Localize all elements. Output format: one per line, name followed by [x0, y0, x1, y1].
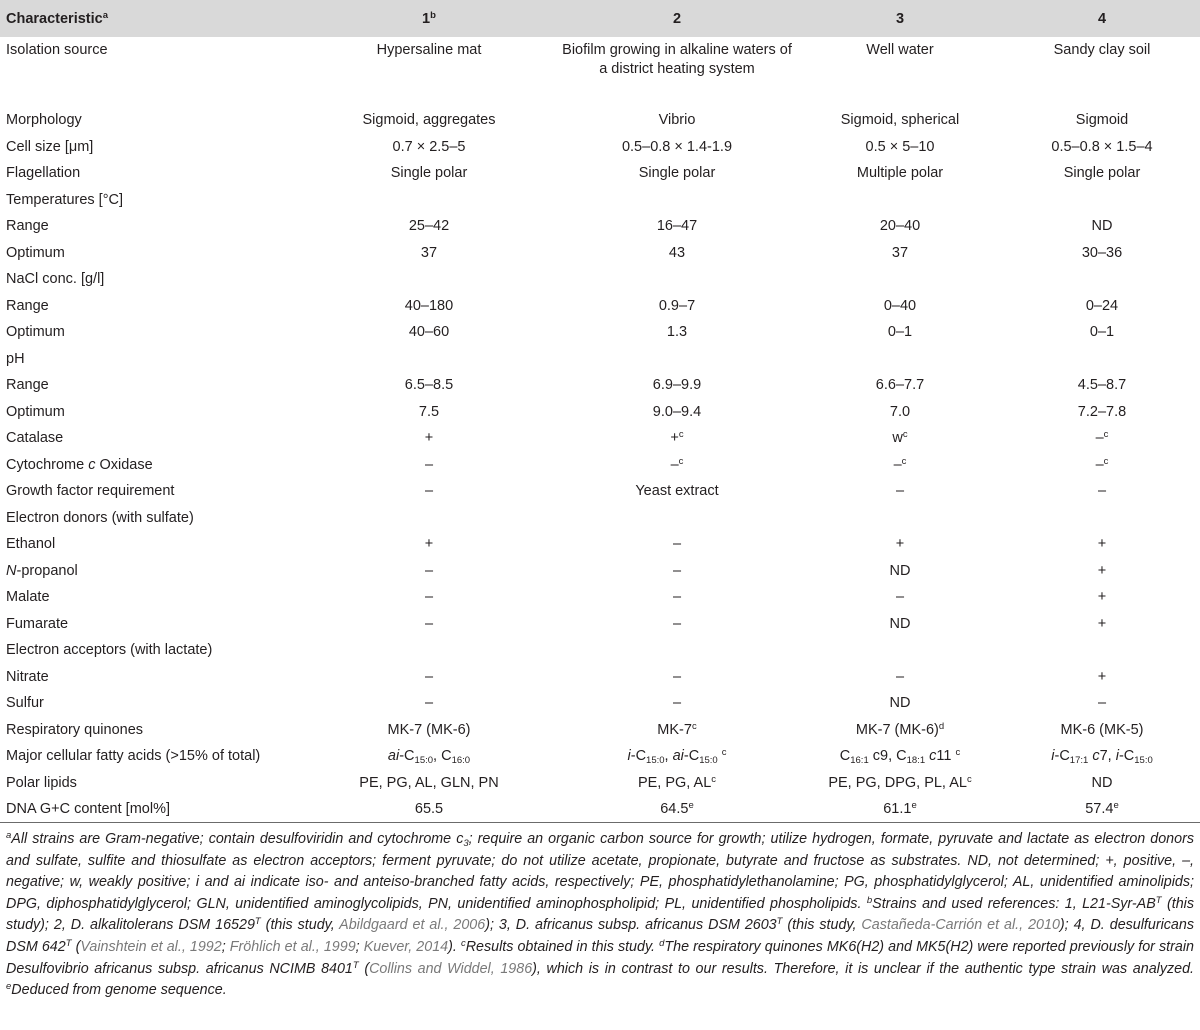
reference-link[interactable]: Kuever, 2014 [363, 938, 449, 955]
cell-strain-3: –$^c$ [893, 455, 907, 473]
cell-strain-2 [552, 346, 796, 373]
cell-strain-4: 0.5–0.8 × 1.5–4 [1051, 138, 1153, 155]
row-label: Respiratory quinones [6, 721, 144, 738]
table-row [0, 770, 1200, 797]
cell-strain-3: ND [889, 615, 911, 632]
table-row [0, 266, 1200, 293]
row-label: Range [6, 218, 49, 234]
row-label: Malate [6, 589, 50, 605]
cell-strain-3: PE, PG, DPG, PL, $AL^c$ [828, 773, 972, 791]
header-strain-3: 3 [895, 10, 905, 27]
cell-strain-4: – [1097, 483, 1107, 499]
cell-strain-1 [300, 505, 552, 532]
cell-strain-3 [796, 187, 998, 214]
cell-strain-2: 43 [668, 244, 686, 261]
cell-strain-4: 0–1 [1089, 324, 1115, 340]
reference-link[interactable]: Castañeda-Carrión et al., 2010 [861, 917, 1060, 934]
cell-strain-3: 0–1 [887, 324, 913, 340]
cell-strain-2: Yeast extract [635, 483, 719, 499]
row-label: NaCl conc. [g/l] [6, 271, 105, 287]
cell-strain-4: + [1097, 536, 1107, 552]
cell-strain-1: – [424, 562, 434, 579]
row-label: Catalase [6, 430, 64, 446]
cell-strain-3: ND [889, 562, 911, 579]
cell-strain-4: – [1097, 695, 1107, 711]
row-label: Electron donors (with sulfate) [6, 509, 194, 526]
row-label: Optimum [6, 403, 65, 420]
cell-strain-1 [300, 266, 552, 293]
cell-strain-3 [796, 266, 998, 293]
cell-strain-1: – [424, 615, 434, 632]
table-row [0, 717, 1200, 744]
cell-strain-2: +$^c$ [670, 429, 684, 446]
row-label: Cell size [μm] [6, 138, 94, 155]
table-row [0, 399, 1200, 426]
row-label: Range [6, 297, 49, 314]
table-row [0, 240, 1200, 267]
cell-strain-1: – [424, 668, 434, 685]
cell-strain-1: – [424, 589, 434, 605]
cell-strain-3: ND [889, 695, 911, 711]
table-row [0, 213, 1200, 240]
row-label: Temperatures [°C] [6, 191, 124, 208]
table-row [0, 37, 1200, 107]
row-label: Nitrate [6, 668, 49, 685]
table-row [0, 346, 1200, 373]
header-characteristic: Characteristic$^a$ [6, 9, 109, 27]
cell-strain-2: 6.9–9.9 [652, 377, 702, 393]
cell-strain-2: Vibrio [658, 112, 696, 128]
table-row [0, 107, 1200, 134]
table-row [0, 478, 1200, 505]
cell-strain-1: – [424, 695, 434, 711]
table-row [0, 637, 1200, 664]
cell-strain-4: + [1097, 589, 1107, 605]
cell-strain-1: + [424, 430, 434, 446]
table-row [0, 293, 1200, 320]
cell-strain-1: 7.5 [418, 403, 440, 420]
cell-strain-1: 40–60 [408, 324, 450, 340]
row-label: Optimum [6, 244, 65, 261]
cell-strain-3: 7.0 [889, 403, 911, 420]
row-label: DNA G+C content [mol%] [0, 796, 300, 823]
table-footnotes: $^a$All strains are Gram-negative; contain desulfoviridin and cytochrome $c_3$; require an organic carbon source for growth; utilize hydrogen, formate, pyruvate and lactate as electron donors and sulfate, sulfite and thiosulfate as electron acceptors; ferment pyruvate; do not utilize acetate, propionate, butyrate and fructose as substrates. ND, not determined; +, positive, –, negative; w, weakly positive; i and ai indicate iso- and anteiso-branched fatty acids, respectively; PE, phosphatidylethanolamine; PG, phosphatidylglycerol; AL, unidentified aminolipids; DPG, diphosphatidylglycerol; GLN, unidentified aminoglycolipids, PN, unidentified aminophospholipid; PL, unidentified phospholipids. $^b$Strains and used references: 1, $L21-Syr-AB^T$ (this study); 2, D. alkalitolerans DSM $16529^T$ (this study, Abildgaard et al., 2006); 3, D. africanus subsp. africanus DSM $2603^T$ (this study, Castañeda-Carrión et al., 2010); 4, D. desulfuricans DSM $642^T$ (Vainshtein et al., 1992; Fröhlich et al., 1999; Kuever, 2014). $^c$Results obtained in this study. $^d$The respiratory quinones MK6(H2) and MK5(H2) were reported previously for strain Desulfovibrio africanus subsp. africanus NCIMB $8401^T$ (Collins and Widdel, 1986), which is in contrast to our results. Therefore, it is unclear if the authentic type strain was analyzed. $^e$Deduced from genome sequence. [6, 830, 1195, 999]
cell-strain-2: – [672, 668, 682, 685]
cell-strain-4: Single polar [1063, 165, 1141, 181]
table-row [0, 425, 1200, 452]
table-row [0, 505, 1200, 532]
cell-strain-2: – [672, 536, 682, 552]
cell-strain-2: Single polar [638, 165, 716, 181]
cell-strain-3: 61.1e [796, 796, 998, 823]
row-label: Electron acceptors (with lactate) [6, 642, 213, 658]
cell-strain-4: + [1097, 668, 1107, 685]
cell-strain-4: 7.2–7.8 [1077, 403, 1127, 420]
table-row [0, 187, 1200, 214]
cell-strain-2: – [672, 615, 682, 632]
cell-strain-2: 1.3 [666, 324, 688, 340]
cell-strain-2: $i-C_{15:0}$, $ai-C_{15:0}$ $^c$ [627, 747, 727, 766]
cell-strain-4 [998, 187, 1200, 214]
cell-strain-4: ND [1091, 218, 1113, 234]
cell-strain-3: Sigmoid, spherical [840, 112, 960, 128]
cell-strain-2: – [672, 695, 682, 711]
cell-strain-4: Sigmoid [1075, 112, 1129, 128]
cell-strain-4: 30–36 [1081, 244, 1123, 261]
cell-strain-3: + [895, 536, 905, 552]
row-label: Growth factor requirement [6, 483, 175, 499]
header-strain-2: 2 [672, 10, 682, 27]
cell-strain-3: – [895, 483, 905, 499]
cell-strain-1: $ai-C_{15:0}$, $C_{16:0}$ [387, 748, 471, 766]
cell-strain-4: –$^c$ [1095, 455, 1109, 473]
reference-link[interactable]: Collins and Widdel, 1986 [369, 960, 533, 977]
cell-strain-2: –$^c$ [670, 455, 684, 473]
cell-strain-3: – [895, 668, 905, 685]
reference-link[interactable]: Vainshtein et al., 1992 [80, 938, 222, 955]
row-label: Fumarate [6, 615, 69, 632]
row-label: N-propanol [6, 562, 78, 579]
cell-strain-2: 0.5–0.8 × 1.4-1.9 [621, 138, 733, 155]
header-row [0, 0, 1200, 37]
cell-strain-1: – [424, 483, 434, 499]
cell-strain-1: Single polar [390, 165, 468, 181]
cell-strain-3: MK-7 $(MK-6)^d$ [855, 720, 945, 738]
cell-strain-2 [552, 637, 796, 664]
cell-strain-4: 0–24 [1085, 297, 1119, 314]
row-label: Sulfur [6, 695, 44, 711]
row-label: Major cellular fatty acids (>15% of total) [6, 748, 261, 764]
table-row [0, 796, 1200, 823]
header-strain-4: 4 [1097, 10, 1107, 27]
cell-strain-3: Well water [866, 42, 934, 58]
row-label: Flagellation [6, 165, 81, 181]
cell-strain-3: Multiple polar [856, 165, 944, 181]
reference-link[interactable]: Fröhlich et al., 1999 [229, 938, 356, 955]
table-row [0, 319, 1200, 346]
cell-strain-1: MK-7 (MK-6) [387, 721, 471, 738]
cell-strain-2: – [672, 589, 682, 605]
cell-strain-4 [998, 505, 1200, 532]
cell-strain-4 [998, 637, 1200, 664]
row-label: Morphology [6, 112, 82, 128]
cell-strain-3: $C_{16:1}$ c9, $C_{18:1}$ c11 $^c$ [839, 747, 961, 766]
row-label: Polar lipids [6, 774, 77, 791]
cell-strain-4: –$^c$ [1095, 429, 1109, 446]
cell-strain-2: 0.9–7 [658, 297, 696, 314]
cell-strain-1: + [424, 536, 434, 552]
cell-strain-1 [300, 346, 552, 373]
cell-strain-3 [796, 505, 998, 532]
cell-strain-4: 57.4e [998, 796, 1200, 823]
table-row [0, 743, 1200, 770]
table-row [0, 160, 1200, 187]
cell-strain-3: 0.5 × 5–10 [865, 138, 935, 155]
cell-strain-1 [300, 637, 552, 664]
cell-strain-3: $w^c$ [892, 429, 908, 446]
row-label: pH [6, 350, 25, 367]
table-body [0, 37, 1200, 823]
cell-strain-3: 6.6–7.7 [875, 377, 925, 393]
cell-strain-2: MK-7$^c$ [657, 720, 697, 738]
table-row [0, 690, 1200, 717]
table-row [0, 664, 1200, 691]
cell-strain-4: MK-6 (MK-5) [1060, 721, 1144, 738]
cell-strain-1: – [424, 456, 434, 473]
cell-strain-4: ND [1091, 774, 1113, 791]
row-label: Range [6, 377, 49, 393]
table-row [0, 372, 1200, 399]
cell-strain-2: 64.5e [552, 796, 796, 823]
cell-strain-3 [796, 346, 998, 373]
cell-strain-2: PE, PG, $AL^c$ [637, 773, 717, 791]
cell-strain-4: + [1097, 615, 1107, 632]
row-label: Cytochrome c Oxidase [6, 456, 153, 473]
cell-strain-3: 37 [891, 244, 909, 261]
table-row [0, 611, 1200, 638]
cell-strain-2: Biofilm growing in alkaline waters of a district heating system [562, 42, 792, 77]
cell-strain-1 [300, 187, 552, 214]
cell-strain-2: – [672, 562, 682, 579]
cell-strain-1: 37 [420, 244, 438, 261]
cell-strain-3: 20–40 [879, 218, 921, 234]
table-row [0, 531, 1200, 558]
row-label: Optimum [6, 324, 65, 340]
cell-strain-2 [552, 505, 796, 532]
cell-strain-1: Hypersaline mat [376, 42, 482, 58]
row-label: Isolation source [6, 42, 108, 58]
cell-strain-3: 0–40 [883, 297, 917, 314]
cell-strain-1: 40–180 [404, 297, 454, 314]
cell-strain-3 [796, 637, 998, 664]
cell-strain-4: Sandy clay soil [1053, 42, 1151, 58]
cell-strain-4: 4.5–8.7 [1077, 377, 1127, 393]
header-strain-1: 1$^b$ [422, 9, 436, 27]
cell-strain-2: 9.0–9.4 [652, 403, 702, 420]
table-row [0, 452, 1200, 479]
cell-strain-2 [552, 187, 796, 214]
cell-strain-3: – [895, 589, 905, 605]
cell-strain-4: + [1097, 562, 1107, 579]
table-row [0, 584, 1200, 611]
cell-strain-2: 16–47 [656, 218, 698, 234]
cell-strain-4: $i-C_{17:1}$ c7, $i-C_{15:0}$ [1051, 748, 1153, 766]
cell-strain-1: 0.7 × 2.5–5 [392, 138, 466, 155]
table-row [0, 558, 1200, 585]
cell-strain-1: 65.5 [300, 796, 552, 823]
table-row [0, 134, 1200, 161]
reference-link[interactable]: Abildgaard et al., 2006 [339, 917, 486, 934]
cell-strain-4 [998, 266, 1200, 293]
cell-strain-1: PE, PG, AL, GLN, PN [359, 774, 499, 791]
cell-strain-1: 25–42 [408, 218, 450, 234]
cell-strain-1: 6.5–8.5 [404, 377, 454, 393]
cell-strain-4 [998, 346, 1200, 373]
cell-strain-1: Sigmoid, aggregates [362, 112, 496, 128]
row-label: Ethanol [6, 536, 56, 552]
cell-strain-2 [552, 266, 796, 293]
